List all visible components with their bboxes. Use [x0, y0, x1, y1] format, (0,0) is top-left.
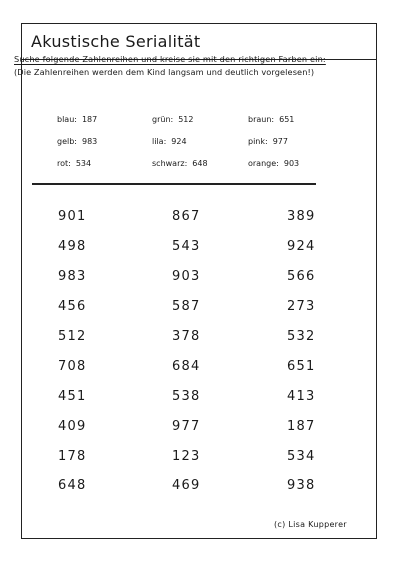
page-title: Akustische Serialität: [31, 32, 201, 51]
target-number: 187: [81, 115, 98, 124]
number-cell: 566: [287, 269, 316, 284]
number-cell: 648: [58, 478, 87, 493]
target-color: schwarz:: [152, 159, 188, 168]
number-cell: 409: [58, 419, 87, 434]
target-color: braun:: [248, 115, 275, 124]
target-item: [248, 159, 299, 168]
number-cell: 708: [58, 359, 87, 374]
number-cell: 469: [172, 478, 201, 493]
number-cell: 273: [287, 299, 316, 314]
target-number: 983: [82, 137, 98, 146]
target-color: lila:: [152, 137, 167, 146]
number-cell: 543: [172, 239, 201, 254]
number-cell: 187: [287, 419, 316, 434]
number-cell: 378: [172, 329, 201, 344]
target-item: [57, 137, 97, 146]
target-color: gelb:: [57, 137, 77, 146]
target-number: 648: [192, 159, 208, 168]
number-cell: 451: [58, 389, 87, 404]
target-item: [152, 115, 193, 124]
number-cell: 903: [172, 269, 201, 284]
number-cell: 498: [58, 239, 87, 254]
number-cell: 651: [287, 359, 316, 374]
section-divider: [32, 183, 316, 185]
number-cell: 389: [287, 209, 316, 224]
target-item: [248, 115, 294, 124]
instruction-text: Suche folgende Zahlenreihen und kreise sie mit den richtigen Farben ein:: [14, 54, 326, 64]
instruction-note: (Die Zahlenreihen werden dem Kind langsam und deutlich vorgelesen!): [14, 67, 315, 77]
number-cell: 538: [172, 389, 201, 404]
target-number: 903: [283, 159, 300, 168]
target-number: 977: [272, 137, 288, 146]
copyright-footer: (c) Lisa Kupperer: [274, 520, 347, 529]
number-cell: 867: [172, 209, 201, 224]
number-cell: 977: [172, 419, 201, 434]
number-cell: 534: [287, 449, 316, 464]
target-number: 512: [178, 115, 194, 124]
target-number: 651: [279, 115, 295, 124]
number-cell: 512: [58, 329, 87, 344]
target-item: [152, 137, 187, 146]
number-cell: 123: [172, 449, 201, 464]
number-cell: 938: [287, 478, 316, 493]
target-color: blau:: [57, 115, 77, 124]
number-cell: 924: [287, 239, 316, 254]
target-color: rot:: [57, 159, 71, 168]
number-cell: 684: [172, 359, 201, 374]
target-number: 534: [75, 159, 92, 168]
target-color: grün:: [152, 115, 174, 124]
target-item: [57, 115, 97, 124]
target-item: [152, 159, 208, 168]
number-cell: 901: [58, 209, 87, 224]
number-cell: 456: [58, 299, 87, 314]
target-item: [57, 159, 91, 168]
target-item: [248, 137, 288, 146]
target-number: 924: [171, 137, 187, 146]
number-cell: 413: [287, 389, 316, 404]
number-cell: 587: [172, 299, 201, 314]
target-color: orange:: [248, 159, 279, 168]
number-cell: 983: [58, 269, 87, 284]
number-cell: 178: [58, 449, 87, 464]
number-cell: 532: [287, 329, 316, 344]
target-color: pink:: [248, 137, 268, 146]
